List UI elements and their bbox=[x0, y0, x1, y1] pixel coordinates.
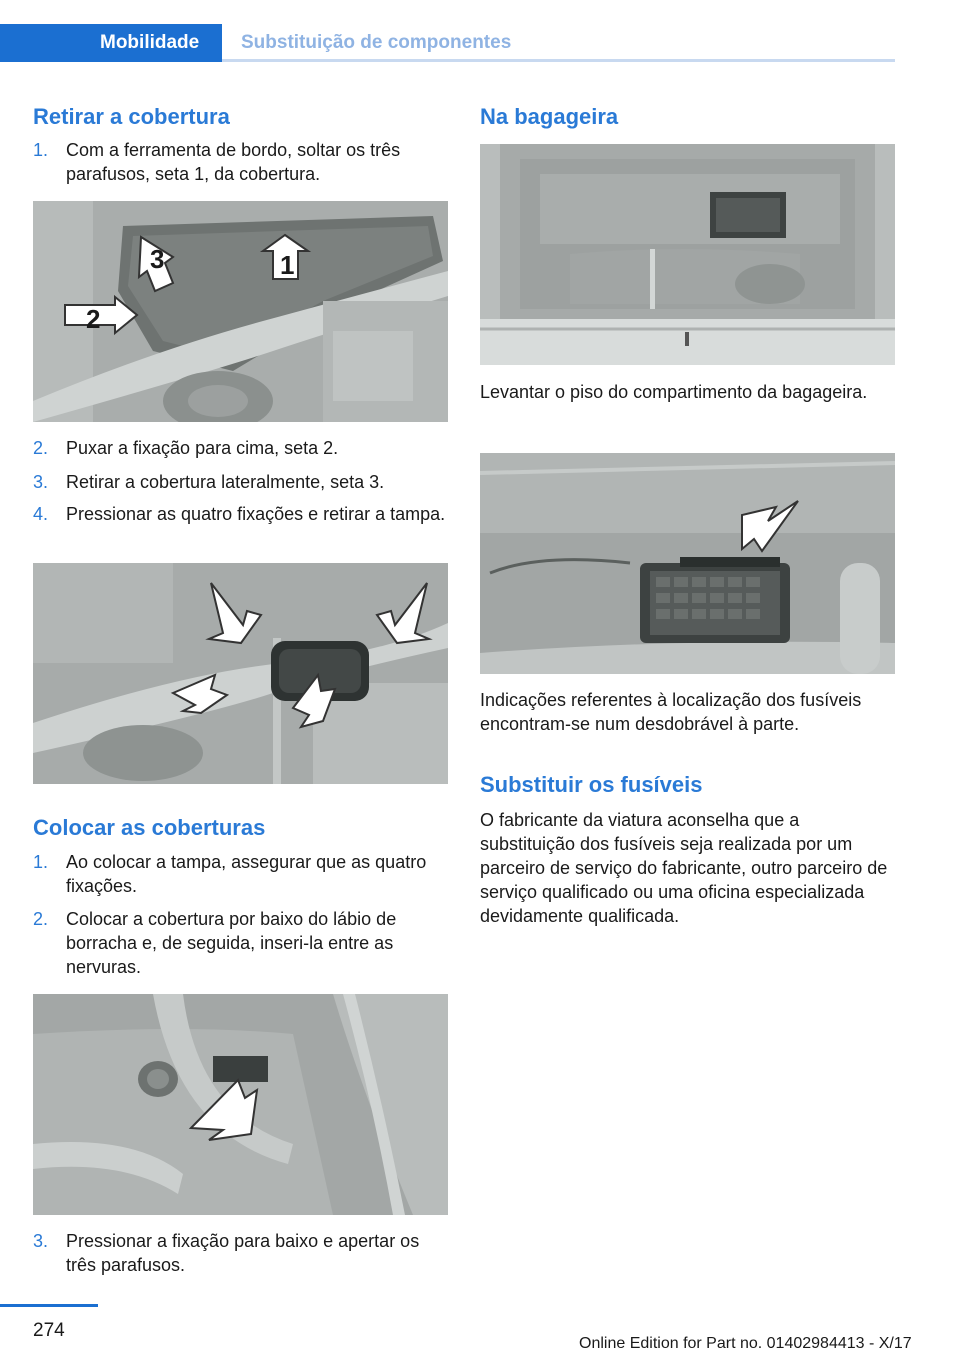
figure-press-fasteners bbox=[33, 563, 448, 784]
edition-footer: Online Edition for Part no. 01402984413 - X/17 bbox=[579, 1335, 912, 1352]
figure-label-1: 1 bbox=[280, 250, 295, 280]
step-number: 2. bbox=[33, 909, 49, 929]
remove-step-3 bbox=[33, 470, 451, 494]
remove-cover-heading: Retirar a cobertura bbox=[33, 104, 230, 129]
install-step-1 bbox=[33, 850, 451, 898]
step-text: Retirar a cobertura lateralmente, seta 3. bbox=[66, 472, 385, 492]
figure-label-2: 2 bbox=[86, 304, 101, 334]
install-covers-heading: Colocar as coberturas bbox=[33, 815, 266, 840]
step-number: 1. bbox=[33, 852, 49, 872]
page-number: 274 bbox=[33, 1320, 65, 1341]
header-subsection: Substituição de componentes bbox=[241, 32, 512, 53]
step-number: 2. bbox=[33, 438, 49, 458]
step-number: 3. bbox=[33, 472, 49, 492]
header-section: Mobilidade bbox=[100, 32, 200, 53]
figure-trunk-overview bbox=[480, 144, 895, 365]
step-text: Ao colocar a tampa, assegurar que as quatro fixações. bbox=[66, 852, 427, 896]
step-number: 1. bbox=[33, 140, 49, 160]
footer-rule bbox=[0, 1304, 98, 1307]
page-header bbox=[0, 0, 960, 62]
step-text: Com a ferramenta de bordo, soltar os três parafusos, seta 1, da cobertura. bbox=[66, 140, 401, 184]
step-text: Colocar a cobertura por baixo do lábio de borracha e, de seguida, inseri-la entre as nervuras. bbox=[66, 909, 397, 977]
figure-label-3: 3 bbox=[150, 244, 165, 274]
trunk-para-1: Levantar o piso do compartimento da bagageira. bbox=[480, 382, 868, 402]
replace-fuses-para: O fabricante da viatura aconselha que a substituição dos fusíveis seja realizada por um parceiro de serviço do fabricante, outro parceiro de serviço qualificado ou uma oficina especializada devidamente qualificada. bbox=[480, 810, 888, 926]
step-number: 4. bbox=[33, 504, 49, 524]
remove-step-4 bbox=[33, 502, 451, 526]
install-step-2 bbox=[33, 907, 451, 979]
header-rule bbox=[222, 59, 895, 62]
step-text: Pressionar a fixação para baixo e apertar os três parafusos. bbox=[66, 1231, 420, 1275]
figure-fuse-box bbox=[480, 453, 895, 674]
replace-fuses-heading: Substituir os fusíveis bbox=[480, 772, 703, 797]
install-step-3 bbox=[33, 1229, 451, 1277]
step-number: 3. bbox=[33, 1231, 49, 1251]
step-text: Pressionar as quatro fixações e retirar a tampa. bbox=[66, 504, 446, 524]
figure-insert-cover bbox=[33, 994, 448, 1215]
trunk-heading: Na bagageira bbox=[480, 104, 619, 129]
remove-step-1 bbox=[33, 138, 451, 186]
trunk-para-2: Indicações referentes à localização dos fusíveis encontram-se num desdobrável à parte. bbox=[480, 690, 862, 734]
remove-step-2 bbox=[33, 436, 451, 460]
step-text: Puxar a fixação para cima, seta 2. bbox=[66, 438, 339, 458]
